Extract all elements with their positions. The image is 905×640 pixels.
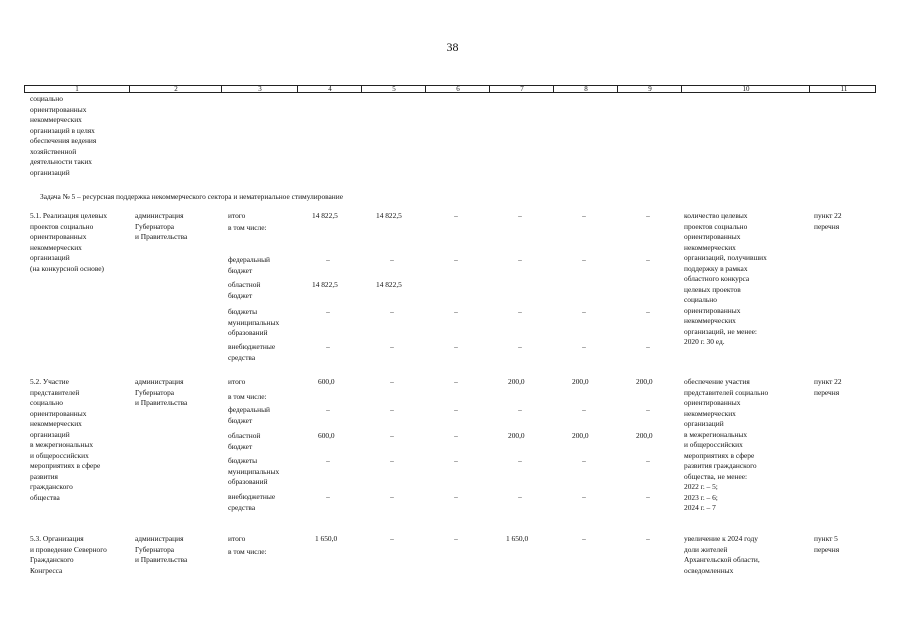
row1-federal-col4: – [326, 255, 330, 264]
row3-executor: администрация Губернатора и Правительства [135, 534, 188, 564]
row2-municipal-col4: – [326, 456, 330, 465]
row1-municipal-col7: – [518, 307, 522, 316]
row2-extra-col6: – [454, 492, 458, 501]
page-number: 38 [446, 40, 459, 54]
row2-extra-col8: – [582, 492, 586, 501]
row2-regional-col9: 200,0 [636, 431, 653, 440]
row1-municipal-col8: – [582, 307, 586, 316]
row1-extra-col4: – [326, 342, 330, 351]
row1-extra-col7: – [518, 342, 522, 351]
row2-ref: пункт 22 перечня [814, 377, 842, 397]
row1-extra-col6: – [454, 342, 458, 351]
row1-source-incl: в том числе: [228, 223, 267, 232]
row1-total-col8: – [582, 211, 586, 220]
column-number-header [24, 85, 876, 93]
header-col-10: 10 [681, 85, 810, 93]
row3-result: увеличение к 2024 году доли жителей Архангельской области, осведомленных [684, 534, 760, 575]
row1-total-col7: – [518, 211, 522, 220]
row2-extra-col4: – [326, 492, 330, 501]
header-col-7: 7 [489, 85, 554, 93]
row1-municipal-col9: – [646, 307, 650, 316]
row2-regional-col4: 600,0 [318, 431, 335, 440]
row2-municipal-col8: – [582, 456, 586, 465]
row3-name: 5.3. Организация и проведение Северного Гражданского Конгресса [30, 534, 107, 575]
header-col-6: 6 [425, 85, 490, 93]
row2-regional-col8: 200,0 [572, 431, 589, 440]
row1-source-total: итого [228, 211, 246, 220]
row3-source-total: итого [228, 534, 246, 543]
row2-federal-col9: – [646, 405, 650, 414]
row2-source-municipal: бюджеты муниципальных образований [228, 456, 280, 486]
row2-source-total: итого [228, 377, 246, 386]
row1-extra-col8: – [582, 342, 586, 351]
row1-federal-col7: – [518, 255, 522, 264]
row1-municipal-col6: – [454, 307, 458, 316]
row2-name: 5.2. Участие представителей социально ориентированных некоммерческих организаций в межрегиональных и общероссийских мероприятиях в сфере развития гражданского общества [30, 377, 101, 502]
row2-total-col5: – [390, 377, 394, 386]
row2-federal-col6: – [454, 405, 458, 414]
row1-extra-col9: – [646, 342, 650, 351]
row2-executor: администрация Губернатора и Правительства [135, 377, 188, 407]
row2-extra-col9: – [646, 492, 650, 501]
row1-federal-col5: – [390, 255, 394, 264]
row1-municipal-col4: – [326, 307, 330, 316]
row2-regional-col5: – [390, 431, 394, 440]
row3-total-col7: 1 650,0 [506, 534, 529, 543]
row2-extra-col7: – [518, 492, 522, 501]
row1-extra-col5: – [390, 342, 394, 351]
row1-source-extra: внебюджетные средства [228, 342, 276, 362]
row2-municipal-col6: – [454, 456, 458, 465]
row3-total-col9: – [646, 534, 650, 543]
header-col-4: 4 [297, 85, 362, 93]
row3-total-col4: 1 650,0 [315, 534, 338, 543]
row3-total-col8: – [582, 534, 586, 543]
header-col-3: 3 [221, 85, 298, 93]
row1-federal-col8: – [582, 255, 586, 264]
row3-ref: пункт 5 перечня [814, 534, 840, 554]
row2-extra-col5: – [390, 492, 394, 501]
row2-source-regional: областной бюджет [228, 431, 261, 451]
row2-federal-col5: – [390, 405, 394, 414]
row1-total-col4: 14 822,5 [312, 211, 338, 220]
row1-source-regional: областной бюджет [228, 280, 261, 300]
row2-total-col6: – [454, 377, 458, 386]
row2-total-col4: 600,0 [318, 377, 335, 386]
row2-source-incl: в том числе: [228, 392, 267, 401]
row1-ref: пункт 22 перечня [814, 211, 842, 231]
row1-municipal-col5: – [390, 307, 394, 316]
row1-total-col9: – [646, 211, 650, 220]
row2-result: обеспечение участия представителей социально ориентированных некоммерческих организаций в межрегиональных и общероссийских мероприятиях в сфере развития гражданского общества, не менее: 2022 г. – 5; 2023 г. – 6; 2024 г. – 7 [684, 377, 769, 512]
row2-regional-col6: – [454, 431, 458, 440]
row2-municipal-col5: – [390, 456, 394, 465]
task-title: Задача № 5 – ресурсная поддержка некоммерческого сектора и нематериальное стимулирование [40, 192, 344, 201]
row2-source-federal: федеральный бюджет [228, 405, 270, 425]
row3-total-col6: – [454, 534, 458, 543]
row1-name: 5.1. Реализация целевых проектов социально ориентированных некоммерческих организаций (на конкурсной основе) [30, 211, 108, 273]
row1-regional-col4: 14 822,5 [312, 280, 338, 289]
row2-regional-col7: 200,0 [508, 431, 525, 440]
row1-federal-col6: – [454, 255, 458, 264]
row2-federal-col7: – [518, 405, 522, 414]
row1-regional-col5: 14 822,5 [376, 280, 402, 289]
row2-total-col9: 200,0 [636, 377, 653, 386]
row3-source-incl: в том числе: [228, 547, 267, 556]
row2-source-extra: внебюджетные средства [228, 492, 276, 512]
row1-result: количество целевых проектов социально ориентированных некоммерческих организаций, получивших поддержку в рамках областного конкурса целевых проектов социально ориентированных некоммерческих организаций, не менее: 2020 г. 30 ед. [684, 211, 767, 346]
row2-municipal-col7: – [518, 456, 522, 465]
header-col-8: 8 [553, 85, 618, 93]
row1-total-col5: 14 822,5 [376, 211, 402, 220]
row3-total-col5: – [390, 534, 394, 543]
row2-federal-col8: – [582, 405, 586, 414]
header-col-2: 2 [129, 85, 222, 93]
header-col-9: 9 [617, 85, 682, 93]
header-col-11: 11 [809, 85, 878, 93]
header-col-1: 1 [75, 85, 79, 93]
continued-item-text: социально ориентированных некоммерческих организаций в целях обеспечения ведения хозяйственной деятельности таких организаций [30, 94, 97, 177]
row1-executor: администрация Губернатора и Правительства [135, 211, 188, 241]
row2-federal-col4: – [326, 405, 330, 414]
row1-source-municipal: бюджеты муниципальных образований [228, 307, 280, 337]
row2-municipal-col9: – [646, 456, 650, 465]
row1-source-federal: федеральный бюджет [228, 255, 270, 275]
row2-total-col7: 200,0 [508, 377, 525, 386]
row2-total-col8: 200,0 [572, 377, 589, 386]
header-col-5: 5 [361, 85, 426, 93]
row1-federal-col9: – [646, 255, 650, 264]
row1-total-col6: – [454, 211, 458, 220]
